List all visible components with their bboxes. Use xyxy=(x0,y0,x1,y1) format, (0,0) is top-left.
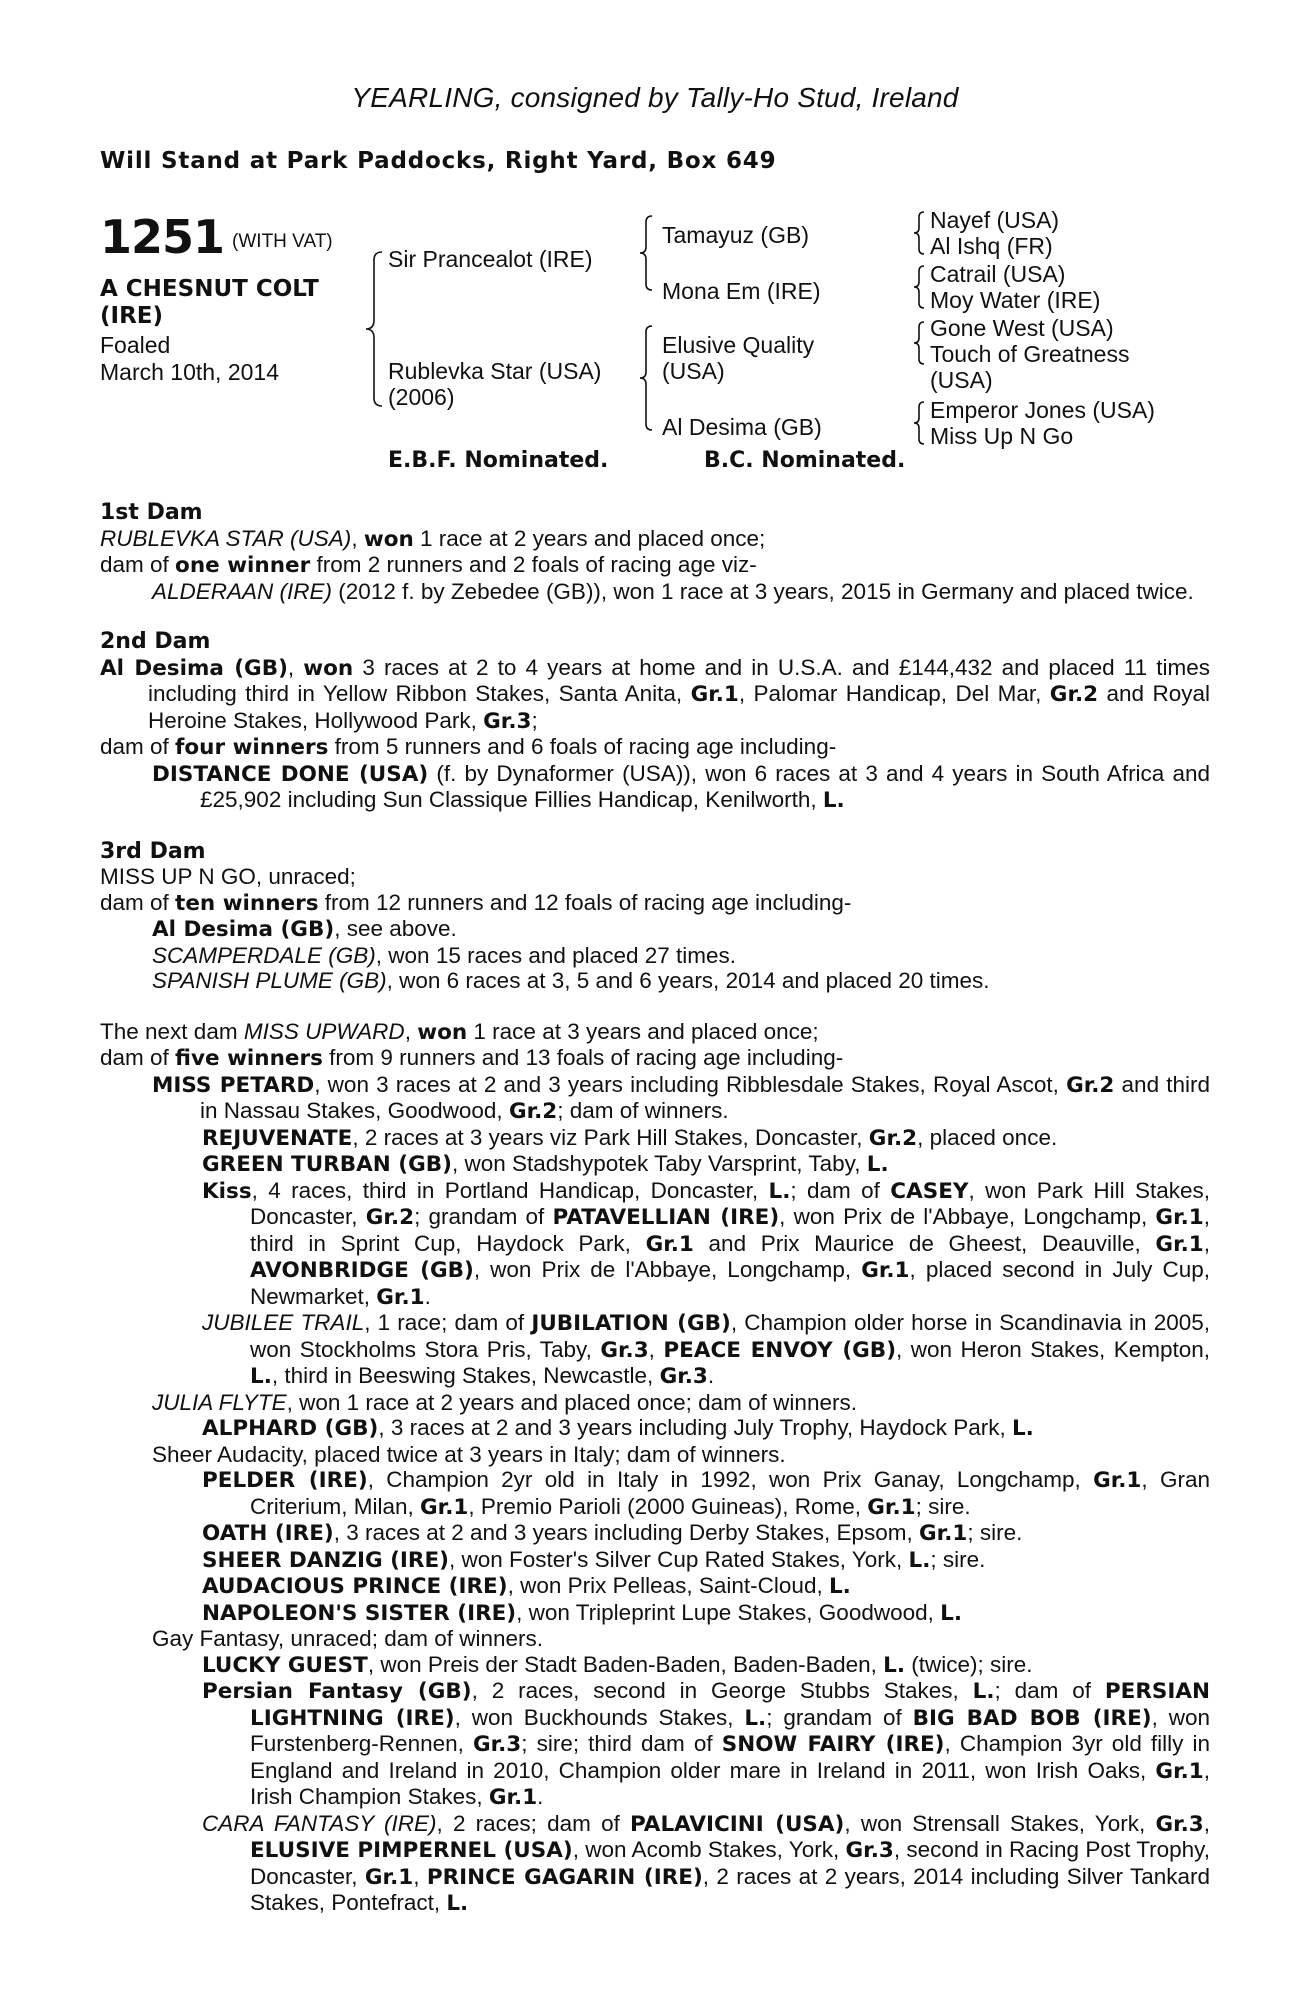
produce-gay-fantasy: Gay Fantasy, unraced; dam of winners. xyxy=(152,1626,544,1651)
pedigree-ssd: Al Ishq (FR) xyxy=(930,233,1053,259)
second-dam-line: Al Desima (GB), won 3 races at 2 to 4 years at home and in U.S.A. and £144,432 and placed 11 times including third in Yellow Ribbon Stakes, Santa Anita, Gr.1, Palomar Handicap, Del Mar, Gr.2 and Royal Heroine Stakes, Hollywood Park, Gr.3; xyxy=(100,654,1210,734)
foaled-info xyxy=(100,332,360,386)
pedigree-brace-sire xyxy=(638,214,654,292)
pedigree-dam-dam: Al Desima (GB) xyxy=(662,414,822,440)
produce-miss-petard: MISS PETARD, won 3 races at 2 and 3 years including Ribblesdale Stakes, Royal Ascot, Gr.2 and third in Nassau Stakes, Goodwood, Gr.2; dam of winners. xyxy=(152,1071,1211,1124)
vat-note: (WITH VAT) xyxy=(232,231,333,252)
produce-pelder: PELDER (IRE), Champion 2yr old in Italy in 1992, won Prix Ganay, Longchamp, Gr.1, Gran Criterium, Milan, Gr.1, Premio Parioli (2000 Guineas), Rome, Gr.1; sire. xyxy=(202,1467,1210,1520)
produce-sheer-danzig: SHEER DANZIG (IRE), won Foster's Silver Cup Rated Stakes, York, L.; sire. xyxy=(202,1546,986,1573)
horse-name-line2: (IRE) xyxy=(100,303,164,329)
third-dam-section xyxy=(100,839,1210,994)
pedigree-dam-sire xyxy=(662,332,814,384)
bc-nomination: B.C. Nominated. xyxy=(704,448,906,473)
pedigree-dds: Emperor Jones (USA) xyxy=(930,397,1155,423)
pedigree-ddd: Miss Up N Go xyxy=(930,423,1074,449)
pedigree-dam-year: (2006) xyxy=(388,384,455,410)
third-dam-produce-item: SCAMPERDALE (GB), won 15 races and placed 27 times. xyxy=(152,942,737,968)
pedigree-sdd: Moy Water (IRE) xyxy=(930,287,1101,313)
second-dam-produce-item: DISTANCE DONE (USA) (f. by Dynaformer (USA)), won 6 races at 3 and 4 years in South Africa and £25,902 including Sun Classique Fillies Handicap, Kenilworth, L. xyxy=(152,760,1210,813)
pedigree-brace-ds xyxy=(912,320,926,366)
pedigree-brace-ss xyxy=(912,210,926,256)
pedigree-dsd-name: Touch of Greatness xyxy=(930,341,1130,367)
lot-heading xyxy=(100,210,333,264)
pedigree-dam xyxy=(388,358,601,410)
produce-oath: OATH (IRE), 3 races at 2 and 3 years including Derby Stakes, Epsom, Gr.1; sire. xyxy=(202,1520,1023,1546)
third-dam-produce-item: SPANISH PLUME (GB), won 6 races at 3, 5 and 6 years, 2014 and placed 20 times. xyxy=(152,968,990,993)
horse-name-line1: A CHESNUT COLT xyxy=(100,276,319,302)
dam-name: RUBLEVKA STAR (USA) xyxy=(100,525,352,551)
consignor-title: YEARLING, consigned by Tally-Ho Stud, Ireland xyxy=(351,82,959,113)
produce-napoleons-sister: NAPOLEON'S SISTER (IRE), won Tripleprint Lupe Stakes, Goodwood, L. xyxy=(202,1599,963,1626)
pedigree-sire-sire: Tamayuz (GB) xyxy=(662,222,809,248)
pedigree-brace-sd xyxy=(912,264,926,310)
first-dam-produce-item: ALDERAAN (IRE) (2012 f. by Zebedee (GB)), won 1 race at 3 years, 2015 in Germany and placed twice. xyxy=(152,578,1194,604)
produce-julia-flyte: JULIA FLYTE, won 1 race at 2 years and placed once; dam of winners. xyxy=(152,1389,857,1415)
second-dam-title: 2nd Dam xyxy=(100,629,211,654)
pedigree-dam-sire-country: (USA) xyxy=(662,358,725,384)
foaled-date: March 10th, 2014 xyxy=(100,359,280,385)
pedigree-dsd xyxy=(930,341,1129,393)
third-dam-produce-item: Al Desima (GB), see above. xyxy=(152,916,457,942)
next-dam-section xyxy=(100,1019,1210,1917)
produce-alphard: ALPHARD (GB), 3 races at 2 and 3 years including July Trophy, Haydock Park, L. xyxy=(202,1415,1034,1441)
first-dam-produce-summary: dam of one winner from 2 runners and 2 foals of racing age viz- xyxy=(100,552,757,578)
next-dam-produce-summary: dam of five winners from 9 runners and 13 foals of racing age including- xyxy=(100,1045,844,1071)
pedigree-sds: Catrail (USA) xyxy=(930,261,1066,287)
produce-audacious-prince: AUDACIOUS PRINCE (IRE), won Prix Pelleas, Saint-Cloud, L. xyxy=(202,1573,851,1599)
pedigree-sire-dam: Mona Em (IRE) xyxy=(662,278,821,304)
third-dam-produce-summary: dam of ten winners from 12 runners and 12 foals of racing age including- xyxy=(100,889,852,916)
second-dam-produce-summary: dam of four winners from 5 runners and 6 foals of racing age including- xyxy=(100,734,837,760)
next-dam-line: The next dam MISS UPWARD, won 1 race at 3 years and placed once; xyxy=(100,1018,819,1045)
pedigree-sire: Sir Prancealot (IRE) xyxy=(388,246,593,272)
produce-jubilee-trail: JUBILEE TRAIL, 1 race; dam of JUBILATION (GB), Champion older horse in Scandinavia in 2005, won Stockholms Stora Pris, Taby, Gr.3, PEACE ENVOY (GB), won Heron Stakes, Kempton, L., third in Beeswing Stakes, Newcastle, Gr.3. xyxy=(202,1310,1210,1389)
produce-persian-fantasy: Persian Fantasy (GB), 2 races, second in George Stubbs Stakes, L.; dam of PERSIAN LIGHTNING (IRE), won Buckhounds Stakes, L.; grandam of BIG BAD BOB (IRE), won Furstenberg-Rennen, Gr.3; sire; third dam of SNOW FAIRY (IRE), Champion 3yr old filly in England and Ireland in 2010, Champion older mare in Ireland in 2011, won Irish Oaks, Gr.1, Irish Champion Stakes, Gr.1. xyxy=(202,1678,1211,1810)
third-dam-title: 3rd Dam xyxy=(100,838,206,864)
third-dam-line: MISS UP N GO, unraced; xyxy=(100,864,356,889)
produce-sheer-audacity: Sheer Audacity, placed twice at 3 years in Italy; dam of winners. xyxy=(152,1441,786,1467)
pedigree-dsd-country: (USA) xyxy=(930,367,993,393)
catalogue-body xyxy=(100,500,1210,1942)
pedigree-dam-name: Rublevka Star (USA) xyxy=(388,358,602,384)
first-dam-title: 1st Dam xyxy=(100,500,203,525)
pedigree-brace-dam xyxy=(638,324,654,432)
second-dam-section xyxy=(100,629,1210,814)
pedigree-brace-dd xyxy=(912,400,926,446)
first-dam-line: RUBLEVKA STAR (USA), won 1 race at 2 years and placed once; xyxy=(100,525,766,552)
pedigree-dam-sire-name: Elusive Quality xyxy=(662,332,815,358)
produce-cara-fantasy: CARA FANTASY (IRE), 2 races; dam of PALAVICINI (USA), won Strensall Stakes, York, Gr.3, ELUSIVE PIMPERNEL (USA), won Acomb Stakes, York, Gr.3, second in Racing Post Trophy, Doncaster, Gr.1, PRINCE GAGARIN (IRE), 2 races at 2 years, 2014 including Silver Tankard Stakes, Pontefract, L. xyxy=(202,1810,1211,1916)
first-dam-section xyxy=(100,500,1210,604)
pedigree-brace-main xyxy=(364,250,384,408)
horse-name xyxy=(100,276,360,330)
pedigree-sss: Nayef (USA) xyxy=(930,207,1060,233)
produce-kiss: Kiss, 4 races, third in Portland Handicap, Doncaster, L.; dam of CASEY, won Park Hill Stakes, Doncaster, Gr.2; grandam of PATAVELLIAN (IRE), won Prix de l'Abbaye, Longchamp, Gr.1, third in Sprint Cup, Haydock Park, Gr.1 and Prix Maurice de Gheest, Deauville, Gr.1, AVONBRIDGE (GB), won Prix de l'Abbaye, Longchamp, Gr.1, placed second in July Cup, Newmarket, Gr.1. xyxy=(202,1177,1210,1310)
stand-location: Will Stand at Park Paddocks, Right Yard, Box 649 xyxy=(100,148,777,174)
foaled-label: Foaled xyxy=(100,332,171,358)
ebf-nomination: E.B.F. Nominated. xyxy=(388,448,609,473)
produce-lucky-guest: LUCKY GUEST, won Preis der Stadt Baden-Baden, Baden-Baden, L. (twice); sire. xyxy=(202,1651,1033,1678)
pedigree-dss: Gone West (USA) xyxy=(930,315,1114,341)
lot-number: 1251 xyxy=(100,210,225,264)
produce-rejuvenate: REJUVENATE, 2 races at 3 years viz Park Hill Stakes, Doncaster, Gr.2, placed once. xyxy=(202,1124,1058,1151)
produce-green-turban: GREEN TURBAN (GB), won Stadshypotek Taby Varsprint, Taby, L. xyxy=(202,1151,889,1177)
